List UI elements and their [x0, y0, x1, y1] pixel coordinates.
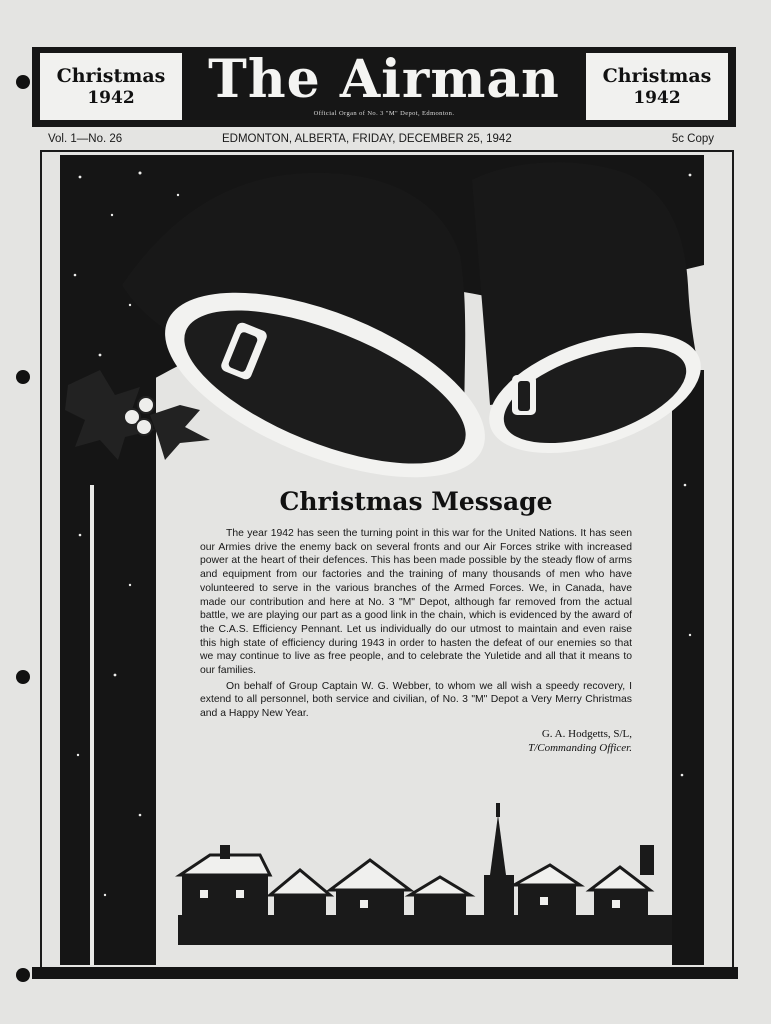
signature-title: T/Commanding Officer.: [528, 741, 632, 754]
binder-hole: [16, 370, 30, 384]
newspaper-subtitle: Official Organ of No. 3 "M" Depot, Edmonton.: [313, 110, 455, 117]
right-ear: [586, 53, 728, 120]
masthead: [32, 47, 736, 127]
left-border: [40, 150, 42, 976]
left-ear-word: Christmas: [56, 64, 166, 87]
binder-hole: [16, 75, 30, 89]
binder-hole: [16, 670, 30, 684]
volume-number: Vol. 1—No. 26: [48, 133, 123, 145]
right-ear-word: Christmas: [602, 64, 712, 87]
right-ear-year: 1942: [633, 87, 681, 108]
left-ear-year: 1942: [87, 87, 135, 108]
bottom-rule: [32, 967, 738, 979]
signature: [200, 727, 632, 755]
message-paragraph-2: On behalf of Group Captain W. G. Webber, to whom we all wish a speedy recovery, I extend to all personnel, both service and civilian, of No. 3 "M" Depot a Very Merry Christmas and a Happy New Year.: [200, 680, 632, 720]
left-ear: [40, 53, 182, 120]
header-rule: [40, 150, 734, 152]
binder-hole: [16, 968, 30, 982]
message-title: Christmas Message: [279, 487, 553, 516]
price: 5c Copy: [671, 133, 714, 145]
newspaper-title: The Airman: [208, 49, 560, 110]
dateline: [48, 133, 716, 149]
right-panel: [672, 370, 704, 965]
christmas-message: [200, 485, 632, 755]
message-paragraph-1: The year 1942 has seen the turning point in this war for the United Nations. It has seen our Armies drive the enemy back on several fronts and our Air Forces strike with increased power at the heart of their defences. This has been made possible by the steady flow of arms and equipment from our factories and the training of many thousands of men who have volunteered to serve in the various branches of the Armed Forces. We, in Canada, have made our contribution and here at No. 3 "M" Depot, although far removed from the actual battle, we are playing our part as a good link in the chain, which is evidenced by the award of the C.A.S. Efficiency Pennant. Let us individually do our utmost to maintain and even raise this high state of efficiency during 1943 in order to hasten the defeat of our enemies so that we may continue to live as free people, and to celebrate the Yuletide and all that it means to our families.: [200, 528, 632, 677]
signature-name: G. A. Hodgetts, S/L,: [541, 727, 632, 740]
left-panel-stripe: [90, 485, 94, 965]
right-border: [732, 150, 734, 976]
snowy-village: [178, 803, 672, 945]
place-and-date: EDMONTON, ALBERTA, FRIDAY, DECEMBER 25, 1942: [222, 133, 512, 145]
